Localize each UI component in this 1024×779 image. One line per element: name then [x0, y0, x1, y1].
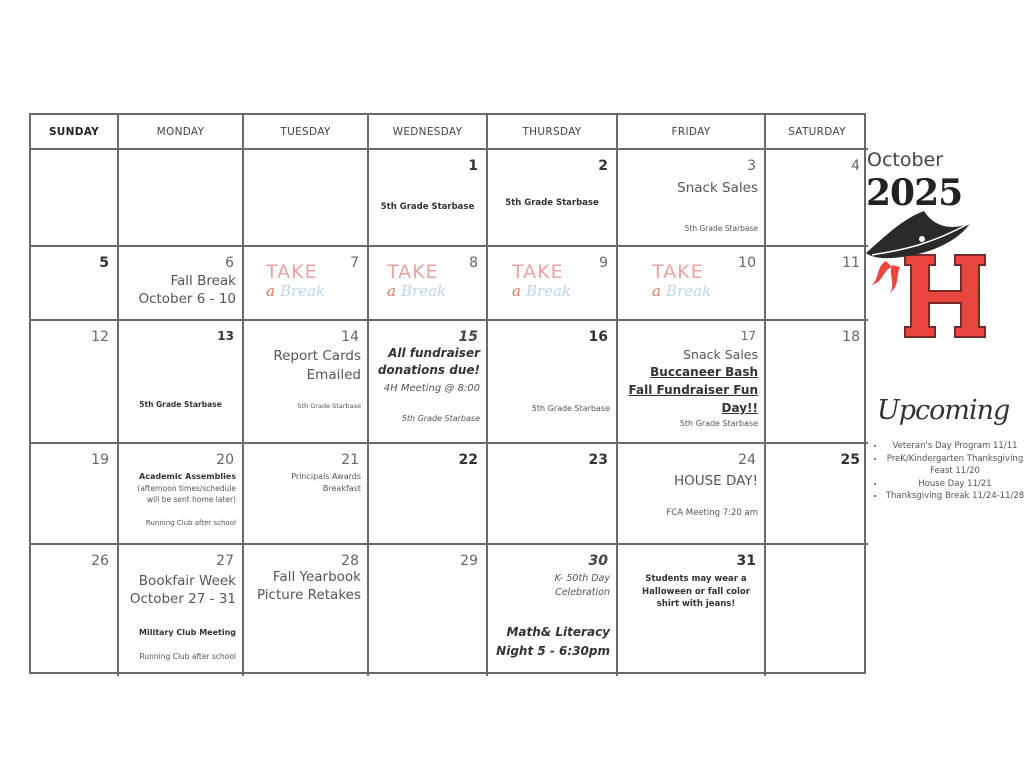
take-a-break-image	[652, 261, 742, 311]
day-cell-19	[31, 444, 119, 545]
take-text: TAKE	[512, 261, 564, 283]
day-number: 28	[341, 553, 359, 569]
day-number: 2	[598, 158, 608, 174]
event-text: Buccaneer Bash Fall Fundraiser Fun Day!!	[628, 365, 758, 415]
event-text: Breakfast	[322, 484, 361, 493]
take-text: TAKE	[387, 261, 439, 283]
event-text: Celebration	[555, 587, 610, 598]
day-number: 6	[225, 255, 234, 271]
event-text: 5th Grade Starbase	[684, 224, 758, 233]
day-number: 12	[91, 329, 109, 345]
event-text: Picture Retakes	[256, 587, 361, 603]
break-text: a Break	[387, 282, 447, 300]
day-number: 25	[840, 452, 860, 468]
pirate-hat-icon	[866, 211, 970, 258]
day-cell-12	[31, 321, 119, 444]
event-text: 5th Grade Starbase	[505, 198, 599, 208]
day-cell-27	[119, 545, 244, 676]
letter-h-icon	[905, 255, 985, 337]
day-number: 9	[599, 255, 608, 271]
day-cell-25	[766, 444, 868, 545]
break-text: a Break	[652, 282, 712, 300]
event-text: HOUSE DAY!	[673, 473, 758, 489]
day-cell-3	[618, 150, 766, 247]
day-cell-29	[369, 545, 488, 676]
day-number: 1	[468, 158, 478, 174]
event-text: 5th Grade Starbase	[679, 419, 758, 428]
day-cell-empty	[766, 545, 868, 676]
day-number: 16	[588, 329, 608, 345]
event-text: (afternoon times/schedule will be sent home later)	[137, 484, 236, 504]
day-number: 21	[341, 452, 359, 468]
take-a-break-image	[387, 261, 477, 311]
month-label: October	[867, 149, 944, 171]
header-tuesday: TUESDAY	[244, 115, 369, 150]
event-text: 5th Grade Starbase	[139, 400, 222, 409]
event-text: 5th Grade Starbase	[401, 414, 480, 423]
day-number: 17	[740, 329, 756, 343]
day-number: 26	[91, 553, 109, 569]
take-a-break-image	[512, 261, 602, 311]
day-cell-5	[31, 247, 119, 321]
day-number: 31	[736, 553, 756, 569]
upcoming-list	[873, 440, 1024, 503]
event-text: Running Club after school	[139, 652, 236, 661]
day-cell-15	[369, 321, 488, 444]
event-text: Fall Break	[170, 273, 236, 289]
day-number: 7	[350, 255, 359, 271]
day-cell-6	[119, 247, 244, 321]
ribbon-left-icon	[872, 261, 892, 285]
day-number: 10	[738, 255, 756, 271]
event-text: All fundraiser	[388, 346, 480, 360]
upcoming-item: • Thanksgiving Break 11/24-11/28	[885, 490, 1024, 503]
header-sunday: SUNDAY	[31, 115, 119, 150]
day-cell-20	[119, 444, 244, 545]
event-text: Military Club Meeting	[139, 628, 236, 637]
upcoming-item: • Veteran's Day Program 11/11	[885, 440, 1024, 453]
event-text: 5th Grade Starbase	[297, 402, 361, 410]
event-text: October 6 - 10	[138, 291, 236, 307]
day-number: 3	[747, 158, 756, 174]
day-number: 29	[460, 553, 478, 569]
event-text: Students may wear a Halloween or fall color shirt with jeans!	[642, 574, 750, 609]
day-cell-empty	[244, 150, 369, 247]
day-cell-4	[766, 150, 868, 247]
ribbon-right-icon	[890, 265, 900, 293]
take-a-break-image	[266, 261, 356, 311]
day-number: 27	[216, 553, 234, 569]
header-saturday: SATURDAY	[766, 115, 868, 150]
day-cell-9	[488, 247, 618, 321]
day-cell-7	[244, 247, 369, 321]
upcoming-item: • PreK/Kindergarten Thanksgiving Feast 11/20	[885, 453, 1024, 478]
pirate-h-logo	[862, 205, 1002, 365]
day-cell-empty	[119, 150, 244, 247]
header-wednesday: WEDNESDAY	[369, 115, 488, 150]
day-number: 23	[588, 452, 608, 468]
day-cell-30	[488, 545, 618, 676]
header-friday: FRIDAY	[618, 115, 766, 150]
event-text: Principals Awards	[291, 472, 361, 481]
day-cell-2	[488, 150, 618, 247]
day-cell-28	[244, 545, 369, 676]
day-number: 4	[851, 158, 860, 174]
header-thursday: THURSDAY	[488, 115, 618, 150]
event-text: Fall Yearbook	[272, 569, 361, 585]
event-text: Bookfair Week	[138, 573, 236, 589]
calendar-grid	[29, 113, 866, 674]
day-cell-1	[369, 150, 488, 247]
day-number: 14	[341, 329, 359, 345]
day-number: 24	[738, 452, 756, 468]
event-text: donations due!	[377, 363, 480, 377]
event-text: Running Club after school	[145, 519, 236, 527]
event-text: Academic Assemblies	[139, 472, 236, 481]
day-cell-17	[618, 321, 766, 444]
event-text: 5th Grade Starbase	[531, 404, 610, 413]
event-text: 4H Meeting @ 8:00	[383, 383, 480, 394]
day-cell-13	[119, 321, 244, 444]
day-cell-8	[369, 247, 488, 321]
upcoming-item: • House Day 11/21	[885, 478, 1024, 491]
day-number: 5	[99, 255, 109, 271]
day-cell-10	[618, 247, 766, 321]
day-cell-22	[369, 444, 488, 545]
day-cell-31	[618, 545, 766, 676]
event-text: October 27 - 31	[129, 591, 236, 607]
break-text: a Break	[512, 282, 572, 300]
day-number: 19	[91, 452, 109, 468]
day-cell-empty	[31, 150, 119, 247]
day-number: 8	[469, 255, 478, 271]
event-text: FCA Meeting 7:20 am	[666, 508, 758, 518]
day-number: 30	[588, 553, 608, 569]
event-text: Math& Literacy	[506, 625, 610, 639]
day-cell-18	[766, 321, 868, 444]
day-cell-23	[488, 444, 618, 545]
event-text: K- 50th Day	[554, 573, 610, 584]
day-number: 20	[216, 452, 234, 468]
day-cell-11	[766, 247, 868, 321]
event-text: Night 5 - 6:30pm	[496, 644, 610, 658]
header-monday: MONDAY	[119, 115, 244, 150]
event-text: Snack Sales	[683, 347, 758, 362]
event-text: Report Cards	[273, 348, 361, 364]
day-number: 13	[217, 329, 234, 343]
day-number: 11	[842, 255, 860, 271]
day-cell-26	[31, 545, 119, 676]
day-cell-16	[488, 321, 618, 444]
day-number: 18	[842, 329, 860, 345]
year-label: 2025	[866, 172, 963, 214]
event-text: Snack Sales	[677, 180, 758, 196]
take-text: TAKE	[266, 261, 318, 283]
upcoming-title: Upcoming	[877, 395, 1010, 426]
day-cell-14	[244, 321, 369, 444]
day-cell-21	[244, 444, 369, 545]
day-number: 22	[458, 452, 478, 468]
take-text: TAKE	[652, 261, 704, 283]
break-text: a Break	[266, 282, 326, 300]
day-number: 15	[458, 329, 478, 345]
event-text: 5th Grade Starbase	[380, 202, 475, 212]
day-cell-24	[618, 444, 766, 545]
event-text: Emailed	[306, 367, 361, 383]
